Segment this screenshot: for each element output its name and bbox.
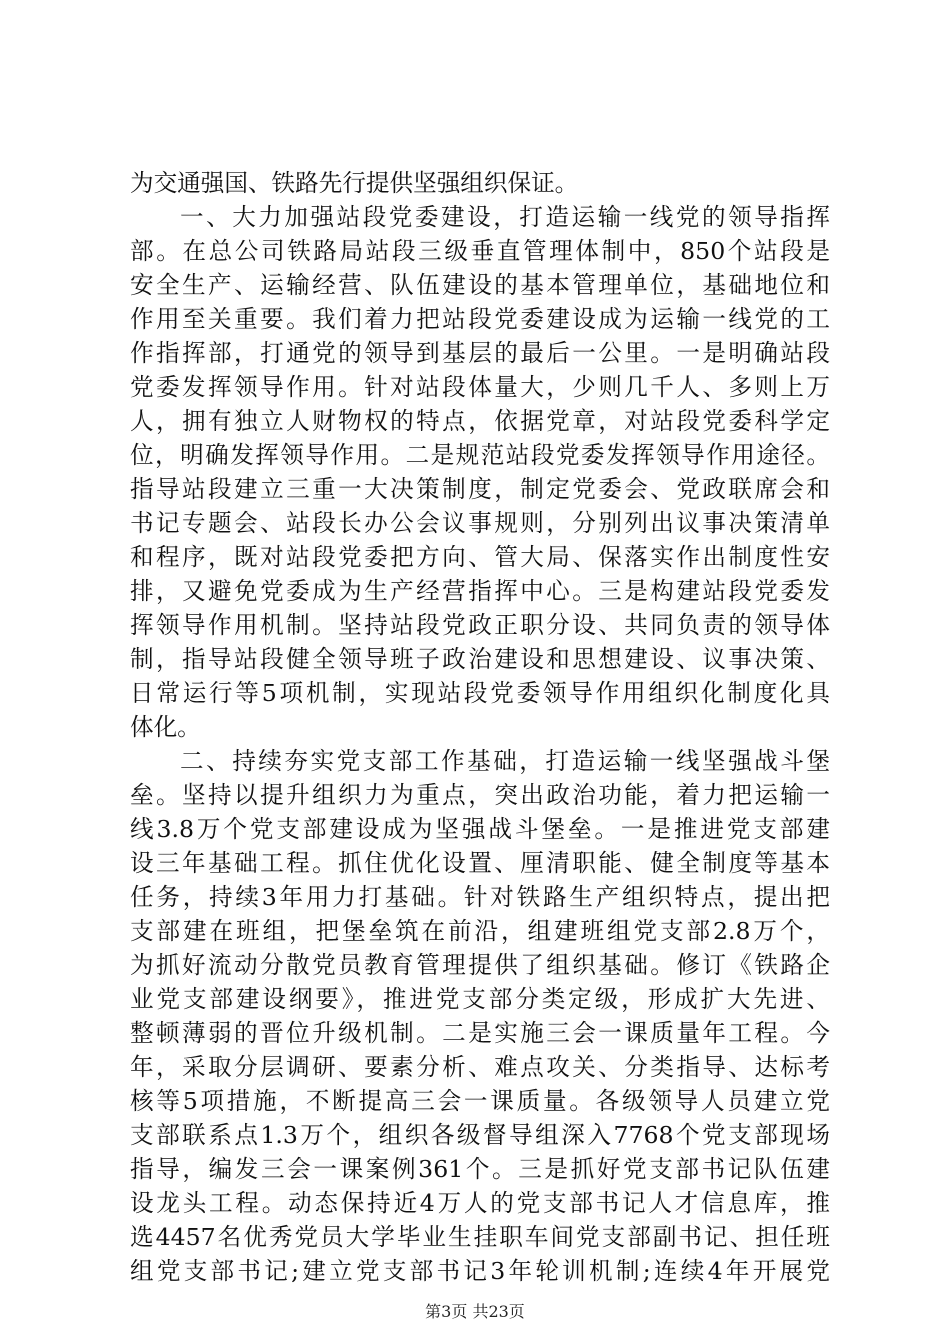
text-line: 整顿薄弱的晋位升级机制。二是实施三会一课质量年工程。今 (130, 1019, 830, 1047)
text-line: 设龙头工程。动态保持近4万人的党支部书记人才信息库，推 (130, 1189, 830, 1217)
text-line: 位，明确发挥领导作用。二是规范站段党委发挥领导作用途径。 (130, 441, 830, 469)
text-line: 作用至关重要。我们着力把站段党委建设成为运输一线党的工 (130, 305, 830, 333)
text-line: 线3.8万个党支部建设成为坚强战斗堡垒。一是推进党支部建 (130, 815, 830, 843)
paragraph-heading-line: 一、大力加强站段党委建设，打造运输一线党的领导指挥 (180, 203, 830, 231)
text-line: 年，采取分层调研、要素分析、难点攻关、分类指导、达标考 (130, 1053, 830, 1081)
text-line: 部。在总公司铁路局站段三级垂直管理体制中，850个站段是 (130, 237, 830, 265)
text-line: 支部建在班组，把堡垒筑在前沿，组建班组党支部2.8万个， (130, 917, 830, 945)
text-line: 人，拥有独立人财物权的特点，依据党章，对站段党委科学定 (130, 407, 830, 435)
text-line: 安全生产、运输经营、队伍建设的基本管理单位，基础地位和 (130, 271, 830, 299)
text-line: 核等5项措施，不断提高三会一课质量。各级领导人员建立党 (130, 1087, 830, 1115)
text-line: 为交通强国、铁路先行提供坚强组织保证。 (130, 169, 579, 197)
text-line: 业党支部建设纲要》，推进党支部分类定级，形成扩大先进、 (130, 985, 830, 1013)
text-line: 排，又避免党委成为生产经营指挥中心。三是构建站段党委发 (130, 577, 830, 605)
text-line: 设三年基础工程。抓住优化设置、厘清职能、健全制度等基本 (130, 849, 830, 877)
text-line: 日常运行等5项机制，实现站段党委领导作用组织化制度化具 (130, 679, 830, 707)
text-line: 制，指导站段健全领导班子政治建设和思想建设、议事决策、 (130, 645, 830, 673)
text-line: 和程序，既对站段党委把方向、管大局、保落实作出制度性安 (130, 543, 830, 571)
text-line: 党委发挥领导作用。针对站段体量大，少则几千人、多则上万 (130, 373, 830, 401)
text-line: 垒。坚持以提升组织力为重点，突出政治功能，着力把运输一 (130, 781, 830, 809)
text-line: 为抓好流动分散党员教育管理提供了组织基础。修订《铁路企 (130, 951, 830, 979)
text-line: 书记专题会、站段长办公会议事规则，分别列出议事决策清单 (130, 509, 830, 537)
text-line: 任务，持续3年用力打基础。针对铁路生产组织特点，提出把 (130, 883, 830, 911)
text-line: 指导，编发三会一课案例361个。三是抓好党支部书记队伍建 (130, 1155, 830, 1183)
text-line: 体化。 (130, 713, 201, 741)
text-line: 支部联系点1.3万个，组织各级督导组深入7768个党支部现场 (130, 1121, 830, 1149)
text-line: 选4457名优秀党员大学毕业生挂职车间党支部副书记、担任班 (130, 1223, 830, 1251)
page-number-footer: 第3页 共23页 (425, 1302, 525, 1321)
text-line: 挥领导作用机制。坚持站段党政正职分设、共同负责的领导体 (130, 611, 830, 639)
paragraph-heading-line: 二、持续夯实党支部工作基础，打造运输一线坚强战斗堡 (180, 747, 830, 775)
text-line: 作指挥部，打通党的领导到基层的最后一公里。一是明确站段 (130, 339, 830, 367)
text-line: 指导站段建立三重一大决策制度，制定党委会、党政联席会和 (130, 475, 830, 503)
text-line: 组党支部书记;建立党支部书记3年轮训机制;连续4年开展党 (130, 1257, 830, 1285)
